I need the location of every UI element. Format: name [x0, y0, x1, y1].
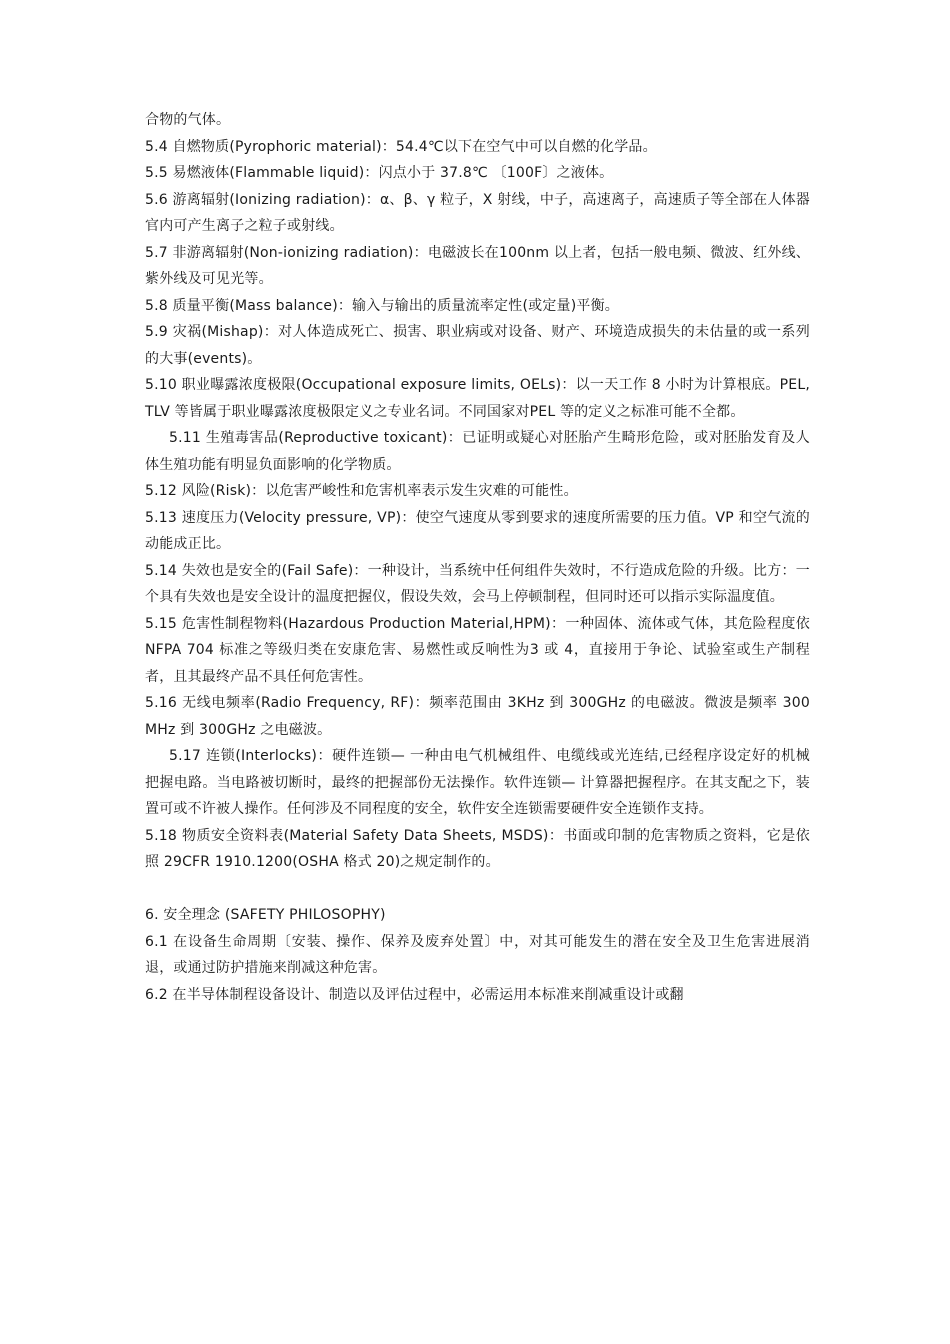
section-heading-6: 6. 安全理念 (SAFETY PHILOSOPHY) — [145, 907, 386, 923]
definition-5-14: 5.14 失效也是安全的(Fail Safe)：一种设计，当系统中任何组件失效时，不行造成危险的升级。比方：一个具有失效也是安全设计的温度把握仪，假设失效，会马上停顿制程，但同时还可以指示实际温度值。 — [145, 562, 810, 605]
definition-5-18: 5.18 物质安全资料表(Material Safety Data Sheets, MSDS)：书面或印制的危害物质之资料，它是依 照 29CFR 1910.1200(OSHA 格式 20)之规定制作的。 — [145, 827, 810, 870]
definition-5-5: 5.5 易燃液体(Flammable liquid)：闪点小于 37.8℃ 〔100F〕之液体。 — [145, 165, 614, 181]
definition-5-6: 5.6 游离辐射(Ionizing radiation)：α、β、γ 粒子，X 射线，中子，高速离子，高速质子等全部在人体器官内可产生离子之粒子或射线。 — [145, 191, 810, 234]
definition-5-17: 5.17 连锁(Interlocks)：硬件连锁— 一种由电气机械组件、电缆线或光连结,已经程序设定好的机械 把握电路。当电路被切断时，最终的把握部份无法操作。软件连锁— 计算器把握程序。在其支配之下，装置可或不许被人操作。任何涉及不同程度的安全，软件安全连锁需要硬件安全连锁作支持。 — [145, 748, 810, 817]
paragraph-continuation: 合物的气体。 — [145, 112, 231, 128]
definition-5-13: 5.13 速度压力(Velocity pressure, VP)：使空气速度从零到要求的速度所需要的压力值。VP 和空气流的动能成正比。 — [145, 509, 810, 552]
clause-6-2: 6.2 在半导体制程设备设计、制造以及评估过程中，必需运用本标准来削减重设计或翻 — [145, 986, 684, 1003]
definition-5-10: 5.10 职业曝露浓度极限(Occupational exposure limits, OELs)：以一天工作 8 小时为计算根底。PEL, TLV 等皆属于职业曝露浓度极限定义之专业名词。不同国家对PEL 等的定义之标准可能不全都。 — [145, 377, 810, 420]
blank-line — [145, 876, 810, 903]
clause-6-1: 6.1 在设备生命周期〔安装、操作、保养及废弃处置〕中，对其可能发生的潜在安全及卫生危害进展消退，或通过防护措施来削减这种危害。 — [145, 933, 810, 976]
definition-5-15: 5.15 危害性制程物料(Hazardous Production Material,HPM)：一种固体、流体或气体，其危险程度依NFPA 704 标准之等级归类在安康危害、易燃性或反响性为3 或 4，直接用于争论、试验室或生产制程者，且其最终产品不具任何危害性。 — [145, 615, 810, 685]
definition-5-11: 5.11 生殖毒害品(Reproductive toxicant)：已证明或疑心对胚胎产生畸形危险，或对胚胎发育及人 体生殖功能有明显负面影响的化学物质。 — [145, 430, 810, 473]
definition-5-16: 5.16 无线电频率(Radio Frequency, RF)：频率范围由 3KHz 到 300GHz 的电磁波。微波是频率 300 MHz 到 300GHz 之电磁波。 — [145, 695, 810, 738]
definition-5-7: 5.7 非游离辐射(Non-ionizing radiation)：电磁波长在100nm 以上者，包括一般电频、微波、红外线、紫外线及可见光等。 — [145, 244, 810, 287]
definition-5-8: 5.8 质量平衡(Mass balance)：输入与输出的质量流率定性(或定量)平衡。 — [145, 297, 619, 314]
definition-5-9: 5.9 灾祸(Mishap)：对人体造成死亡、损害、职业病或对设备、财产、环境造成损失的未估量的或一系列的大事(events)。 — [145, 324, 810, 367]
definition-5-12: 5.12 风险(Risk)：以危害严峻性和危害机率表示发生灾难的可能性。 — [145, 483, 578, 499]
definition-5-4: 5.4 自燃物质(Pyrophoric material)：54.4℃以下在空气中可以自燃的化学品。 — [145, 138, 657, 155]
document-body — [145, 107, 810, 1008]
